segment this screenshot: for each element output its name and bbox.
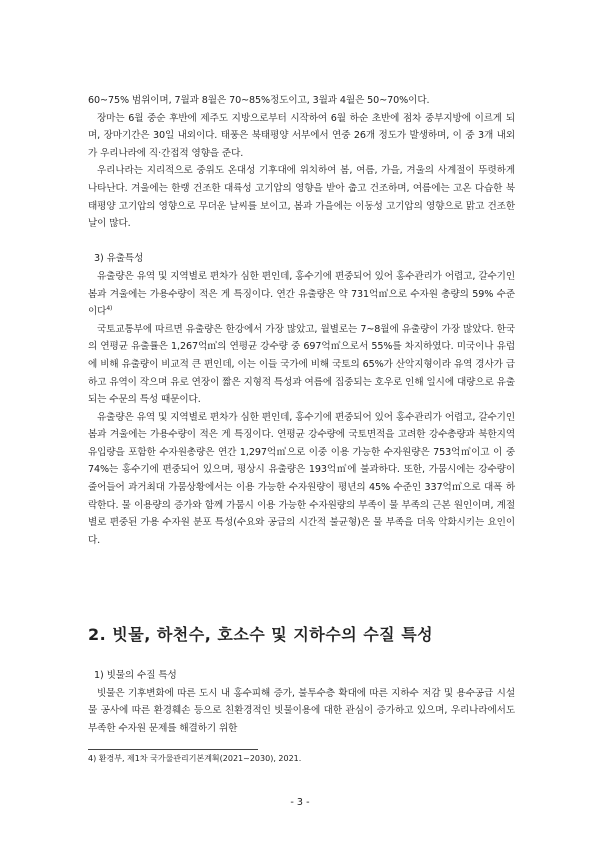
- footnote-divider: [88, 749, 258, 750]
- subsection-heading: 3) 유출특성: [94, 253, 144, 265]
- body-text-lower: [88, 667, 515, 737]
- paragraph: 장마는 6월 중순 후반에 제주도 지방으로부터 시작하여 6월 하순 초반에 점차 중부지방에 이르게 되며, 장마기간은 30일 내외이다. 태풍은 북태평양 서부에서 연중 26개 정도가 발생하며, 이 중 3개 내외가 우리나라에 직·간접적 영향을 준다.: [88, 112, 515, 159]
- paragraph: 유출량은 유역 및 지역별로 편차가 심한 편인데, 홍수기에 편중되어 있어 홍수관리가 어렵고, 갈수기인 봄과 겨울에는 가용수량이 적은 게 특징이다. 연평균 강수량에 국토면적을 고려한 강수총량과 북한지역 유입량을 포함한 수자원총량은 연간 1,297억㎥으로 이중 이용 가능한 수자원량은 753억㎥이고 이 중 74%는 홍수기에 편중되어 있으며, 평상시 유출량은 193억㎥에 불과하다. 또한, 가뭄시에는 강수량이 줄어들어 과거최대 가뭄상황에서는 이용 가능한 수자원량이 평년의 45% 수준인 337억㎥으로 대폭 하락한다. 물 이용량의 증가와 함께 가뭄시 이용 가능한 수자원량의 부족이 물 부족의 근본 원인이며, 계절별로 편중된 가용 수자원 분포 특성(수요와 공급의 시간적 불균형)은 물 부족을 더욱 악화시키는 요인이다.: [88, 411, 515, 546]
- paragraph: [88, 268, 515, 321]
- paragraph: 우리나라는 지리적으로 중위도 온대성 기후대에 위치하여 봄, 여름, 가을, 겨울의 사계절이 뚜렷하게 나타난다. 겨울에는 한랭 건조한 대륙성 고기압의 영향을 받아 춥고 건조하며, 여름에는 고온 다습한 북태평양 고기압의 영향으로 무더운 날씨를 보이고, 봄과 가을에는 이동성 고기압의 영향으로 맑고 건조한 날이 많다.: [88, 165, 515, 230]
- page-number: - 3 -: [290, 797, 310, 808]
- paragraph: 60~75% 범위이며, 7월과 8월은 70~85%정도이고, 3월과 4월은 50~70%이다.: [88, 95, 430, 106]
- body-text-upper: [88, 92, 515, 549]
- subsection-heading: 1) 빗물의 수질 특성: [94, 670, 177, 681]
- paragraph-text: 유출량은 유역 및 지역별로 편차가 심한 편인데, 홍수기에 편중되어 있어 홍수관리가 어렵고, 갈수기인 봄과 겨울에는 가용수량이 적은 게 특징이다. 연간 유출량은 약 731억㎥으로 수자원 총량의 59% 수준이다: [88, 270, 515, 318]
- footnote-reference[interactable]: 4): [106, 304, 113, 312]
- paragraph: 국토교통부에 따르면 유출량은 한강에서 가장 많았고, 월별로는 7~8월에 유출량이 가장 많았다. 한국의 연평균 유출률은 1,267억㎥의 연평균 강수량 중 697억㎥으로서 55%를 차지하였다. 미국이나 유럽에 비해 유출량이 비교적 큰 편인데, 이는 이들 국가에 비해 국토의 65%가 산악지형이라 유역 경사가 급하고 유역이 작으며 유로 연장이 짧은 지형적 특성과 여름에 집중되는 호우로 인해 일시에 대량으로 유출되는 수문의 특성 때문이다.: [88, 323, 515, 406]
- footnote: 4) 환경부, 제1차 국가물관리기본계획(2021~2030), 2021.: [88, 754, 302, 763]
- section-heading: 2. 빗물, 하천수, 호소수 및 지하수의 수질 특성: [88, 625, 434, 644]
- paragraph: 빗물은 기후변화에 따른 도시 내 홍수피해 증가, 불투수층 확대에 따른 지하수 저감 및 용수공급 시설물 공사에 따른 환경훼손 등으로 친환경적인 빗물이용에 대한 관심이 증가하고 있으며, 우리나라에서도 부족한 수자원 문제를 해결하기 위한: [88, 687, 515, 734]
